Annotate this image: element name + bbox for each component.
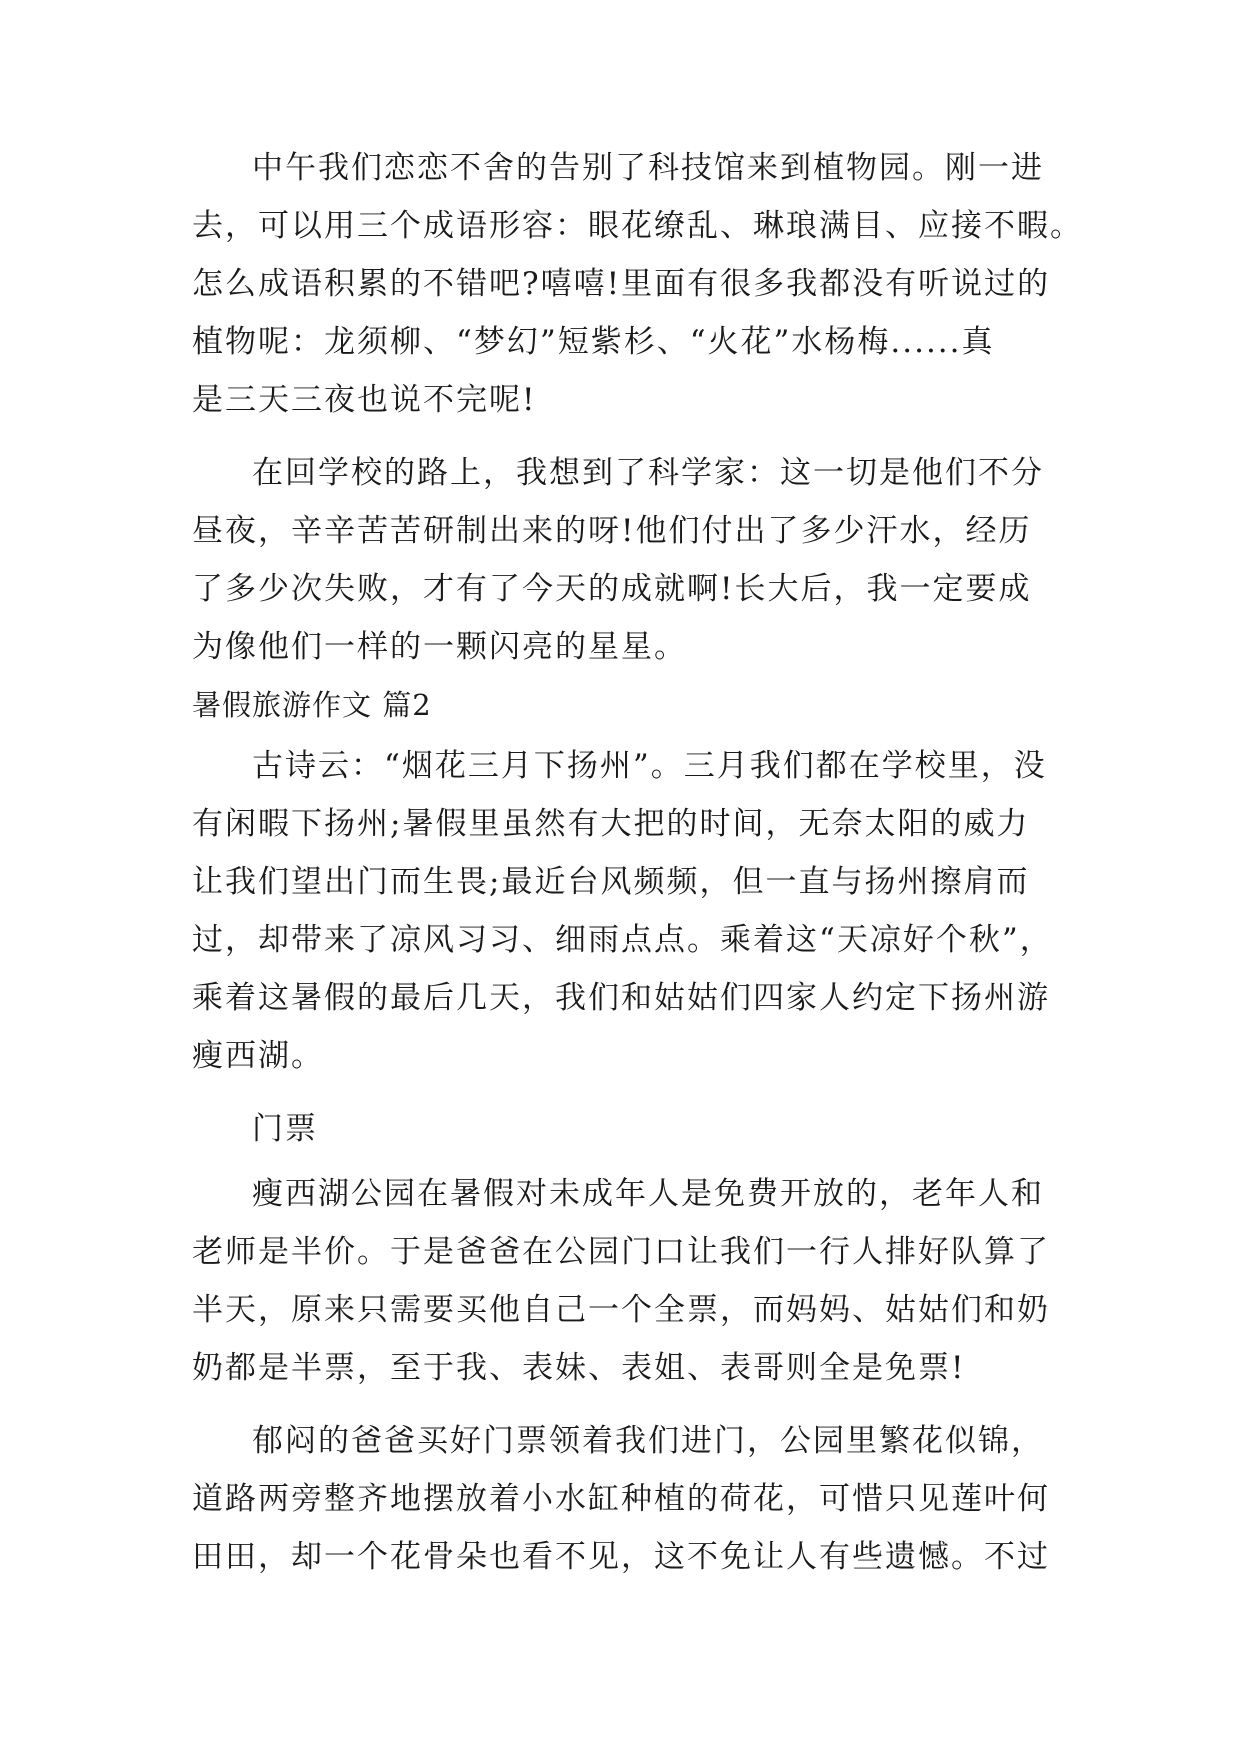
paragraph-line: 老师是半价。于是爸爸在公园门口让我们一行人排好队算了 <box>192 1234 1050 1270</box>
section-heading: 暑假旅游作文 篇2 <box>192 688 432 722</box>
paragraph-line: 在回学校的路上，我想到了科学家：这一切是他们不分 <box>252 455 1044 491</box>
paragraph-line: 瘦西湖公园在暑假对未成年人是免费开放的，老年人和 <box>252 1176 1044 1212</box>
paragraph-line: 植物呢：龙须柳、“梦幻”短紫杉、“火花”水杨梅......真 <box>192 324 995 360</box>
paragraph-line: 过，却带来了凉风习习、细雨点点。乘着这“天凉好个秋”， <box>192 922 1053 958</box>
paragraph-line: 郁闷的爸爸买好门票领着我们进门，公园里繁花似锦， <box>252 1423 1044 1459</box>
paragraph-line: 为像他们一样的一颗闪亮的星星。 <box>192 629 687 665</box>
paragraph-line: 半天，原来只需要买他自己一个全票，而妈妈、姑姑们和奶 <box>192 1292 1050 1328</box>
paragraph-line: 道路两旁整齐地摆放着小水缸种植的荷花，可惜只见莲叶何 <box>192 1481 1050 1517</box>
paragraph-line: 乘着这暑假的最后几天，我们和姑姑们四家人约定下扬州游 <box>192 980 1050 1016</box>
paragraph-line: 奶都是半票，至于我、表妹、表姐、表哥则全是免票! <box>192 1350 966 1386</box>
paragraph-line: 昼夜，辛辛苦苦研制出来的呀!他们付出了多少汗水，经历 <box>192 513 1032 549</box>
paragraph-line: 古诗云：“烟花三月下扬州”。三月我们都在学校里，没 <box>252 748 1047 784</box>
paragraph-line: 田田，却一个花骨朵也看不见，这不免让人有些遗憾。不过 <box>192 1539 1050 1575</box>
paragraph-line: 瘦西湖。 <box>192 1038 324 1074</box>
paragraph-line: 了多少次失败，才有了今天的成就啊!长大后，我一定要成 <box>192 571 1032 607</box>
paragraph-line: 让我们望出门而生畏;最近台风频频，但一直与扬州擦肩而 <box>192 864 1030 900</box>
paragraph-line: 去，可以用三个成语形容：眼花缭乱、琳琅满目、应接不暇。 <box>192 208 1083 244</box>
paragraph-line: 中午我们恋恋不舍的告别了科技馆来到植物园。刚一进 <box>252 150 1044 186</box>
paragraph-line: 有闲暇下扬州;暑假里虽然有大把的时间，无奈太阳的威力 <box>192 806 1030 842</box>
subheading: 门票 <box>252 1111 318 1147</box>
paragraph-line: 是三天三夜也说不完呢! <box>192 382 537 418</box>
paragraph-line: 怎么成语积累的不错吧?嘻嘻!里面有很多我都没有听说过的 <box>192 266 1051 302</box>
